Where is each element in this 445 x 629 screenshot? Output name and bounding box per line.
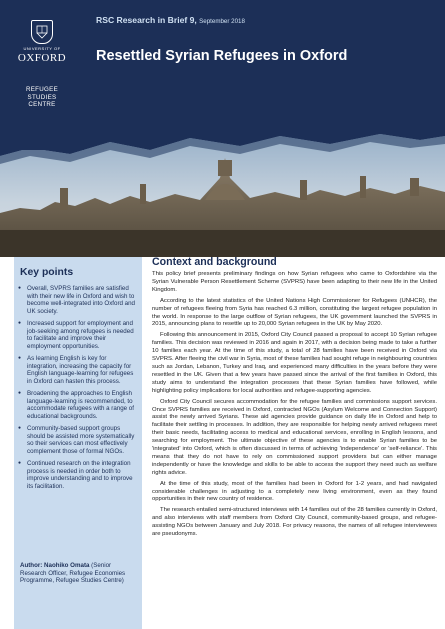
body-paragraph: According to the latest statistics of the United Nations High Commissioner for Refugees (UNHCR), the number of refugees fleeing from Syria has reached 6.3 million, constituting the largest refugee population in the world. In response to the large outflow of Syrian refugees, the UK government launched the SVPRS in 2015, announcing plans to resettle up to 20,000 Syrian refugees in the UK by May 2020. [152, 297, 437, 328]
body-paragraph: Oxford City Council secures accommodation for the refugee families and commissions support services. Once SVPRS families are received in Oxford, contracted NGOs (Asylum Welcome and Connection Support) assist the newly arrived Syrians. These aid agencies provide guidance on daily life in Oxford and help to facilitate their settling in processes. In addition, they are responsible for helping newly arrived refugees meet their basic needs, facilitating access to medical and educational services, enrolling in English lessons, and searching for employment. The ultimate objective of these agencies is to enable Syrian families to be 'integrated' into Oxford, which is often discussed in terms of achieving 'independence' or 'self-reliance'. This means that they do not have to rely on commissioned support providers but can either manage independently or have the knowledge and skills to be able to access the support they need such as welfare rights advice. [152, 398, 437, 476]
key-point-item: ● Community-based support groups should be assisted more systematically so their services can most effectively complement those of formal NGOs. [18, 425, 138, 455]
section-heading: Context and background [152, 256, 277, 268]
body-paragraph: Following this announcement in 2015, Oxford City Council passed a proposal to accept 10 Syrian refugee families. This decision was reviewed in 2016 and again in 2017, with a decision being made to take a further 10 families each year. At the time of this study, a total of 28 families have been received in Oxford via SVPRS. After fleeing the civil war in Syria, most of these families had sought refuge in neighbouring countries such as Jordan, Lebanon, Turkey and Iraq, and experienced many difficulties in the years before they were resettled in the UK. Given that a few years have passed since the arrival of the first families in Oxford, this study aims to understand the integration processes that these Syrian families have followed, while highlighting policy implications for local authorities and refugee-supporting agencies. [152, 332, 437, 394]
key-points-list [18, 285, 138, 495]
body-paragraph: This policy brief presents preliminary findings on how Syrian refugees who came to Oxfordshire via the Syrian Vulnerable Person Resettlement Scheme (SVPRS) have been adapting to their new life in the United Kingdom. [152, 271, 437, 293]
body-paragraph: At the time of this study, most of the families had been in Oxford for 1-2 years, and had navigated considerable challenges in adjusting to a completely new living environment, even as they found opportunities in their new country of residence. [152, 480, 437, 503]
author-affiliation: (Senior Research Officer, Refugee Economies Programme, Refugee Studies Centre) [20, 562, 126, 584]
main-article [152, 256, 437, 542]
key-point-item: ● Continued research on the integration process is needed in order both to improve understanding and to improve its facilitation. [18, 460, 138, 490]
key-point-item: ● Increased support for employment and job-seeking among refugees is needed to facilitate and improve their employment opportunities. [18, 320, 138, 350]
body-paragraph: The research entailed semi-structured interviews with 14 families out of the 28 families currently in Oxford, and also interviews with staff members from Oxford City Council, community-based groups, and refugee-assisting NGOs between January and July 2018. For privacy reasons, the names of all refugee interviewees are pseudonyms. [152, 507, 437, 538]
key-point-item: ● Overall, SVPRS families are satisfied with their new life in Oxford and wish to become well-integrated into Oxford and UK society. [18, 285, 138, 315]
centre-name: REFUGEE STUDIES CENTRE [25, 86, 58, 108]
page-title: Resettled Syrian Refugees in Oxford [96, 48, 348, 64]
key-point-item: ● As learning English is key for integration, increasing the capacity for English language-learning for refugees in Oxford can hasten this process. [18, 355, 138, 385]
series-line [96, 15, 245, 25]
university-crest-icon [31, 20, 53, 44]
series-label: RSC Research in Brief 9, [96, 15, 197, 25]
author-credit [20, 562, 138, 585]
key-points-panel [14, 257, 142, 629]
author-name: Author: Naohiko Omata [20, 562, 90, 569]
oxford-logo-text: OXFORD [17, 52, 67, 64]
key-point-item: ● Broadening the approaches to English language-learning is recommended, to accommodate refugees with a range of educational backgrounds. [18, 390, 138, 420]
issue-date: September 2018 [199, 18, 245, 25]
brand-block [0, 0, 84, 150]
key-points-title: Key points [20, 267, 74, 278]
university-label: UNIVERSITY OF [23, 46, 61, 51]
